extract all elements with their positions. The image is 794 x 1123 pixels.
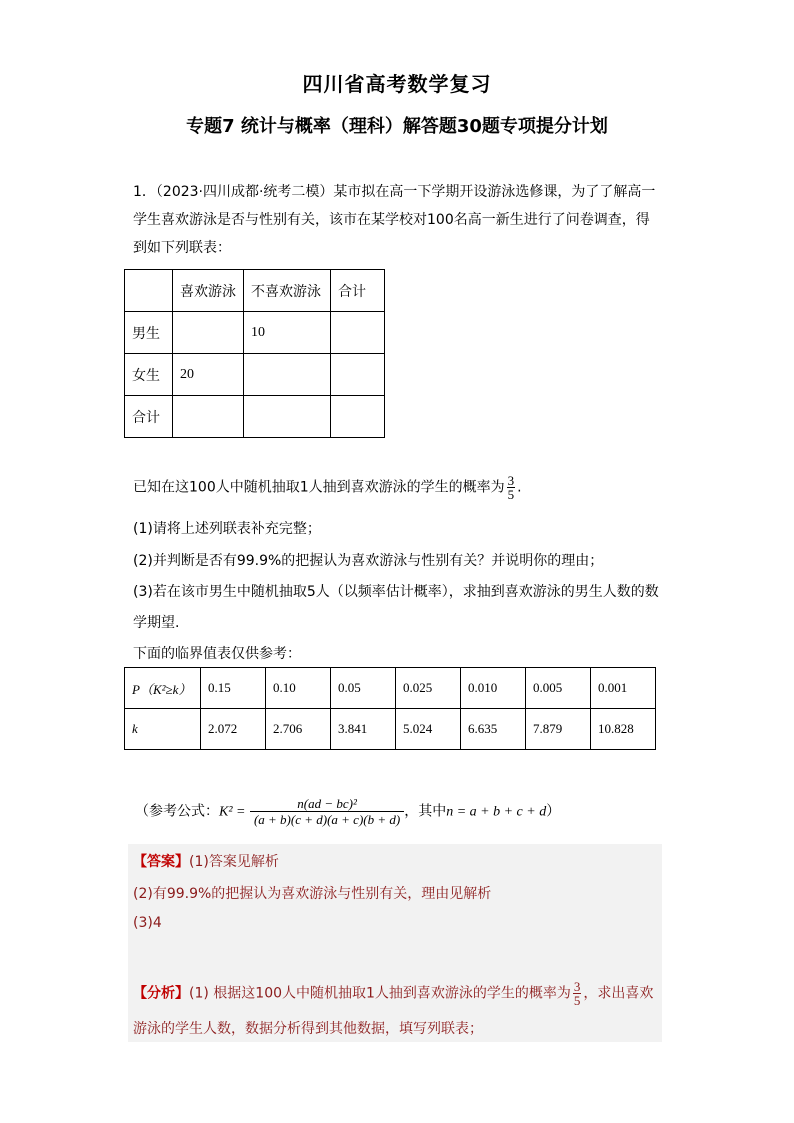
- table-cell: 0.15: [201, 668, 266, 709]
- formula-denominator: (a + b)(c + d)(a + c)(b + d): [253, 812, 401, 827]
- fraction: [573, 980, 582, 1007]
- table-cell: 2.072: [201, 709, 266, 750]
- table-cell: 10.828: [591, 709, 656, 750]
- table-cell: 7.879: [526, 709, 591, 750]
- table-row: [125, 396, 385, 438]
- table-cell: 3.841: [331, 709, 396, 750]
- table-cell: 0.005: [526, 668, 591, 709]
- formula-lhs: K² =: [219, 804, 246, 820]
- formula-fraction: [250, 796, 404, 827]
- answer-line-1: [133, 851, 279, 871]
- formula-suffix: ）: [546, 803, 561, 820]
- reference-formula: [135, 796, 560, 827]
- table-cell: [331, 312, 385, 354]
- table-cell: 5.024: [396, 709, 461, 750]
- table-row: [125, 270, 385, 312]
- document-title: 四川省高考数学复习: [302, 72, 492, 96]
- table-row: [125, 312, 385, 354]
- fraction-numerator: 3: [573, 979, 581, 994]
- answer-1: (1)答案见解析: [189, 854, 279, 870]
- table-row: [125, 668, 656, 709]
- analysis-text: (1) 根据这100人中随机抽取1人抽到喜欢游泳的学生的概率为: [189, 985, 571, 1002]
- document-subtitle: 专题7 统计与概率（理科）解答题30题专项提分计划: [186, 116, 608, 137]
- analysis-suffix: ，求出喜欢: [583, 985, 654, 1002]
- question-part-3-cont: 学期望.: [133, 615, 180, 631]
- fraction: [507, 474, 516, 501]
- table-header-cell: 喜欢游泳: [173, 270, 244, 312]
- analysis-line-1: [133, 980, 653, 1007]
- question-part-2: (2)并判断是否有99.9%的把握认为喜欢游泳与性别有关？并说明你的理由；: [133, 553, 604, 569]
- table-cell: 20: [173, 354, 244, 396]
- formula-prefix: （参考公式：: [135, 803, 219, 820]
- fraction-denominator: 5: [573, 993, 581, 1008]
- answer-tag: 【答案】: [133, 854, 189, 870]
- table-cell: [173, 312, 244, 354]
- analysis-tag: 【分析】: [133, 985, 189, 1002]
- question-intro: 1．（2023·四川成都·统考二模）某市拟在高一下学期开设游泳选修课，为了了解高一学生喜欢游泳是否与性别有关，该市在某学校对100名高一新生进行了问卷调查，得到如下列联表：: [133, 184, 656, 256]
- critical-table-intro: 下面的临界值表仅供参考：: [133, 646, 301, 662]
- formula-mid: ，其中: [404, 803, 447, 820]
- table-cell: [125, 270, 173, 312]
- table-cell: [244, 354, 331, 396]
- table-row: [125, 709, 656, 750]
- formula-n: n = a + b + c + d: [446, 804, 547, 820]
- table-row-label: 男生: [125, 312, 173, 354]
- critical-value-table: [124, 667, 656, 750]
- table-row-label: k: [125, 709, 201, 750]
- table-cell: 10: [244, 312, 331, 354]
- known-text: 已知在这100人中随机抽取1人抽到喜欢游泳的学生的概率为: [133, 479, 505, 496]
- table-cell: 0.010: [461, 668, 526, 709]
- contingency-table: [124, 269, 385, 438]
- analysis-line-2: 游泳的学生人数，数据分析得到其他数据，填写列联表；: [133, 1021, 483, 1037]
- table-cell: [173, 396, 244, 438]
- table-cell: 0.05: [331, 668, 396, 709]
- table-cell: [331, 396, 385, 438]
- answer-section: [128, 844, 662, 1042]
- fraction-denominator: 5: [507, 487, 515, 502]
- table-row-label: 女生: [125, 354, 173, 396]
- known-suffix: .: [517, 479, 522, 496]
- table-cell: 0.001: [591, 668, 656, 709]
- fraction-numerator: 3: [507, 473, 515, 488]
- formula-numerator: n(ad − bc)²: [250, 796, 404, 812]
- table-cell: 0.10: [266, 668, 331, 709]
- table-header-cell: 不喜欢游泳: [244, 270, 331, 312]
- question-part-3: (3)若在该市男生中随机抽取5人（以频率估计概率），求抽到喜欢游泳的男生人数的数: [133, 584, 659, 600]
- table-row-label: P（K²≥k）: [125, 668, 201, 709]
- question-part-1: (1)请将上述列联表补充完整；: [133, 521, 321, 537]
- table-row: [125, 354, 385, 396]
- answer-2: (2)有99.9%的把握认为喜欢游泳与性别有关，理由见解析: [133, 886, 492, 902]
- known-condition: [133, 474, 522, 501]
- table-cell: [244, 396, 331, 438]
- table-row-label: 合计: [125, 396, 173, 438]
- table-cell: 2.706: [266, 709, 331, 750]
- table-header-cell: 合计: [331, 270, 385, 312]
- answer-3: (3)4: [133, 915, 162, 931]
- table-cell: 0.025: [396, 668, 461, 709]
- table-cell: [331, 354, 385, 396]
- table-cell: 6.635: [461, 709, 526, 750]
